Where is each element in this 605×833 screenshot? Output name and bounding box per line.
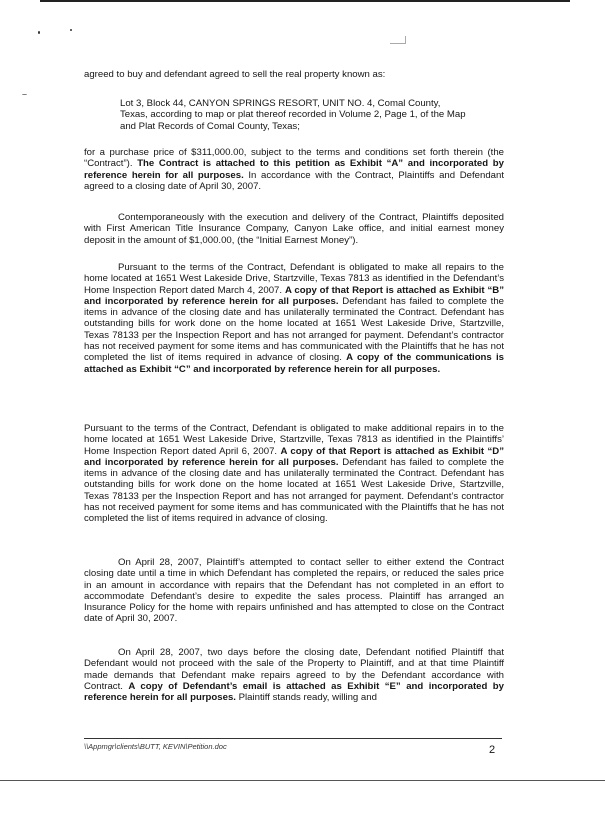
scan-speck [22,94,27,95]
paragraph-earnest-money: Contemporaneously with the execution and delivery of the Contract, Plaintiffs deposited with First American Title Insurance Company, Canyon Lake office, and initial earnest money deposit in the amount of $1,000.00, (the “Initial Earnest Money”). [84,212,504,246]
scan-speck [70,29,72,31]
repairs1-detail-text: Defendant has failed to complete the items in advance of the closing date and has unilaterally terminated the Contract. Defendant has outstanding bills for work done on the home located at 1651 West Lakeside Drive, Startzville, Texas 78133 per the Inspection Report and has not arranged for payment. Defendant’s contractor has not received payment for some items and has communicated with the Plaintiffs that he has not completed the list of items required in advance of closing. [84,295,504,364]
page-number: 2 [489,744,496,756]
paragraph-contract [84,147,504,192]
paragraph-april28-attempt: On April 28, 2007, Plaintiff’s attempted to contact seller to either extend the Contract closing date until a time in which Defendant has completed the repairs, or reduced the sales price in an amount in accordance with repairs that the Defendant has not completed in an effort to accommodate Defendant’s desire to expedite the sales process. Plaintiff has arranged an Insurance Policy for the home with repairs unfinished and has attempted to close on the Contract date of April 30, 2007. [84,557,504,625]
repairs2-text: Pursuant to the terms of the Contract, Defendant is obligated to make additional repairs in to the home located at 1651 West Lakeside Drive, Startzville, Texas 7813 as identified in the Plaintiffs’ Home Inspection Report dated April 6, 2007. [84,423,504,457]
paragraph-repairs-2 [84,423,504,525]
paragraph-april28-notice [84,647,504,703]
repairs1-exhibit-c-bold: A copy of the communications is attached as Exhibit “C” and incorporated by reference herein for all purposes. [84,352,504,375]
scan-mark [405,36,406,44]
april28-exhibit-e-bold: A copy of Defendant’s email is attached as Exhibit “E” and incorporated by reference herein for all purposes. [84,680,504,704]
scan-edge-line [40,0,570,2]
paragraph-intro: agreed to buy and defendant agreed to sell the real property known as: [84,69,386,80]
contract-text: for a purchase price of $311,000.00, subject to the terms and conditions set forth therein (the “Contract”). [84,147,504,170]
repairs2-exhibit-d-bold: A copy of that Report is attached as Exhibit “D” and incorporated by reference herein for all purposes. [84,445,504,468]
scan-speck [38,31,40,34]
contract-closing-text: In accordance with the Contract, Plaintiffs and Defendant agreed to a closing date of April 30, 2007. [84,169,504,192]
repairs1-text: Pursuant to the terms of the Contract, Defendant is obligated to make all repairs to the home located at 1651 West Lakeside Drive, Startzville, Texas 7813 as identified in the Defendant’s Home Inspection Report dated March 4, 2007. [84,262,504,296]
footer-file-path: \\Appmgr\clients\BUTT, KEVIN\Petition.doc [84,742,227,751]
lot-description: Lot 3, Block 44, CANYON SPRINGS RESORT, UNIT NO. 4, Comal County, Texas, according to map or plat thereof recorded in Volume 2, Page 1, of the Map and Plat Records of Comal County, Texas; [120,98,466,132]
repairs1-exhibit-b-bold: A copy of that Report is attached as Exhibit “B” and incorporated by reference herein for all purposes. [84,284,505,307]
repairs2-detail-text: Defendant has failed to complete the items in advance of the closing date and has unilaterally terminated the Contract. Defendant has outstanding bills for work done on the home located at 1651 West Lakeside Drive, Startzville, Texas 78133 per the Inspection Report and has not arranged for payment. Defendant’s contractor has not received payment for some items and has communicated with the Plaintiffs that he has not completed the list of items required in advance of closing. [84,456,504,525]
paragraph-repairs-1 [84,262,504,375]
contract-exhibit-a-bold: The Contract is attached to this petition as Exhibit “A” and incorporated by reference herein for all purposes. [84,158,504,181]
scan-mark [390,43,406,44]
footer-rule [84,738,502,739]
april28-notice-text: On April 28, 2007, two days before the closing date, Defendant notified Plaintiff that Defendant would not proceed with the sale of the Property to Plaintiff, and at that time Plaintiff made demands that Defendant make repairs agreed to by the Defendant accordance with Contract. [84,647,504,692]
april28-closing-text: Plaintiff stands ready, willing and [235,692,377,704]
scan-bottom-edge [0,780,605,781]
